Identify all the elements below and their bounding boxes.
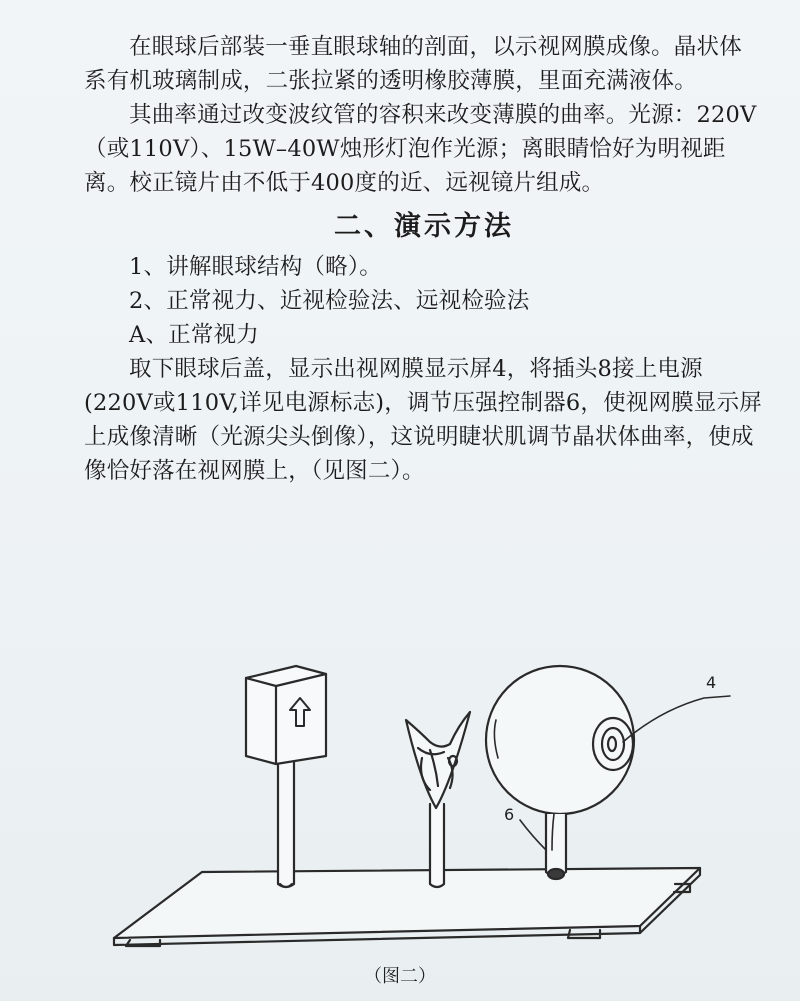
base-plate — [114, 868, 700, 946]
lens-holder — [406, 712, 470, 887]
text-block — [84, 30, 764, 488]
list-item-2: 2、正常视力、近视检验法、远视检验法 — [129, 288, 530, 314]
leader-line-4 — [623, 696, 730, 742]
figure-caption: （图二） — [364, 966, 436, 987]
paragraph-eye-structure: 在眼球后部装一垂直眼球轴的剖面，以示视网膜成像。晶状体系有机玻璃制成，二张拉紧的透明橡胶薄膜，里面充满液体。 — [84, 34, 742, 94]
section-heading: 二、演示方法 — [334, 211, 514, 242]
leader-line-6 — [520, 820, 546, 850]
label-6: 6 — [504, 805, 515, 824]
paragraph-light-source: 其曲率通过改变波纹管的容积来改变薄膜的曲率。光源：220V（或110V）、15W–40W烛形灯泡作光源；离眼睛恰好为明视距离。校正镜片由不低于400度的近、远视镜片组成。 — [84, 102, 757, 196]
eye-model-figure — [100, 640, 760, 960]
eyeball-model — [486, 666, 634, 879]
paragraph-procedure: 取下眼球后盖，显示出视网膜显示屏4，将插头8接上电源(220V或110V,详见电源标志)，调节压强控制器6，使视网膜显示屏上成像清晰（光源尖头倒像），这说明睫状肌调节晶状体曲率，使成像恰好落在视网膜上，（见图二）。 — [84, 356, 762, 484]
light-source-stand — [246, 666, 326, 887]
label-4: 4 — [706, 673, 717, 692]
list-item-1: 1、讲解眼球结构（略）。 — [129, 254, 382, 280]
list-item-a: A、正常视力 — [129, 322, 259, 348]
